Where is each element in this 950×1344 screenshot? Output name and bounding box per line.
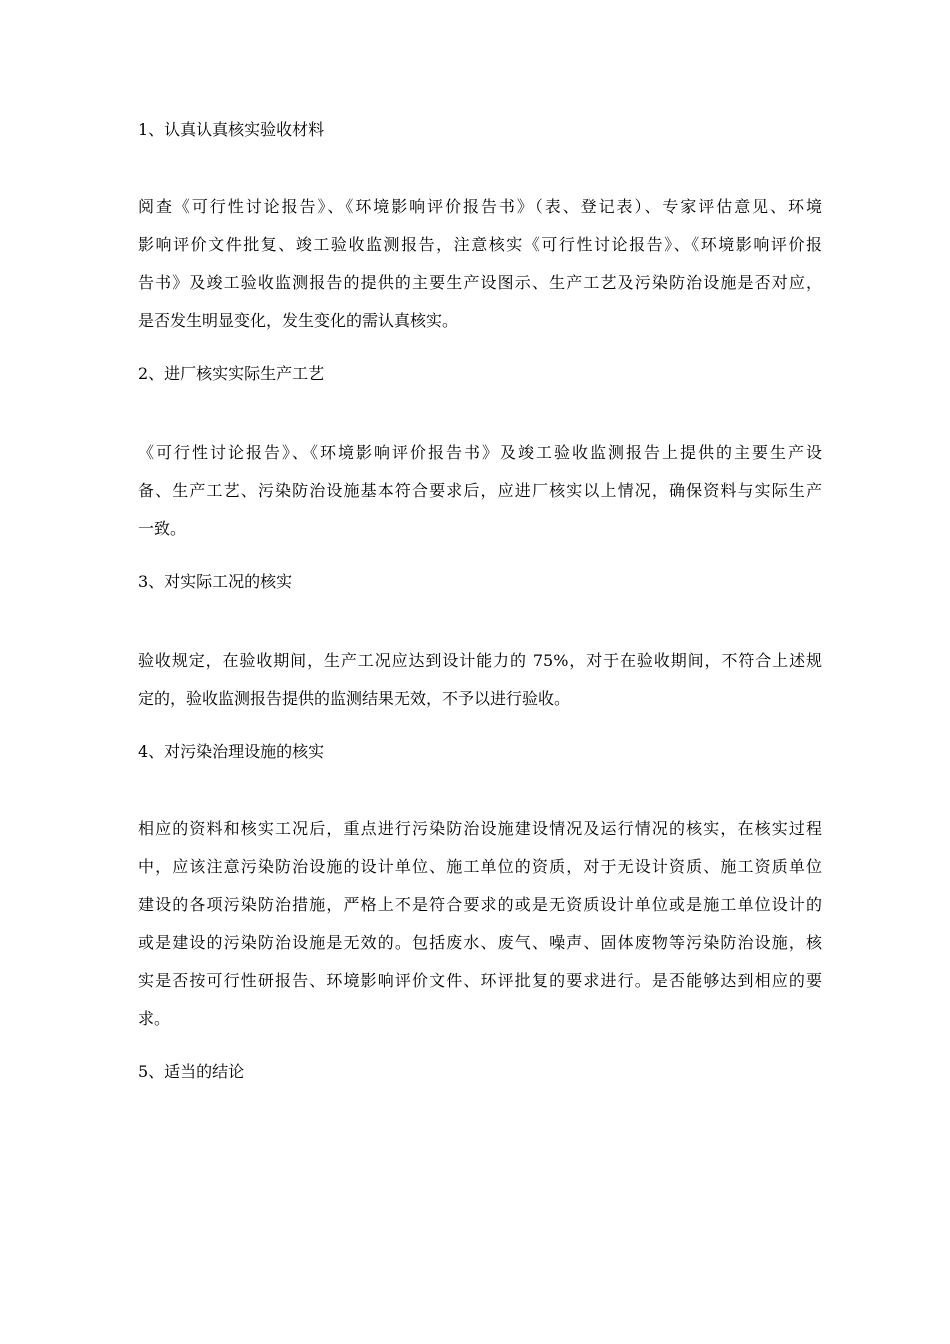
- paragraph-line: 阅查《可行性讨论报告》、《环境影响评价报告书》（表、登记表）、专家评估意见、环境: [138, 197, 822, 216]
- section-1-heading: 1、认真认真核实验收材料: [138, 120, 325, 139]
- paragraph-line: 备、生产工艺、污染防治设施基本符合要求后，应进厂核实以上情况，确保资料与实际生产: [138, 481, 822, 500]
- paragraph-line: 影响评价文件批复、竣工验收监测报告，注意核实《可行性讨论报告》、《环境影响评价报: [138, 235, 822, 254]
- section-1-paragraph: [138, 188, 822, 340]
- document-page: [138, 118, 822, 1084]
- paragraph-line: 中，应该注意污染防治设施的设计单位、施工单位的资质，对于无设计资质、施工资质单位: [138, 857, 822, 876]
- paragraph-line: 实是否按可行性研报告、环境影响评价文件、环评批复的要求进行。是否能够达到相应的要: [138, 971, 822, 990]
- section-3-heading: 3、对实际工况的核实: [138, 572, 293, 591]
- section-2-heading: 2、进厂核实实际生产工艺: [138, 364, 325, 383]
- paragraph-line: 定的，验收监测报告提供的监测结果无效，不予以进行验收。: [138, 689, 571, 708]
- section-4-heading: 4、对污染治理设施的核实: [138, 742, 325, 761]
- paragraph-line: 《可行性讨论报告》、《环境影响评价报告书》及竣工验收监测报告上提供的主要生产设: [138, 443, 822, 462]
- paragraph-line: 告书》及竣工验收监测报告的提供的主要生产设图示、生产工艺及污染防治设施是否对应，: [138, 273, 822, 292]
- paragraph-line: 相应的资料和核实工况后，重点进行污染防治设施建设情况及运行情况的核实，在核实过程: [138, 819, 822, 838]
- paragraph-line: 是否发生明显变化，发生变化的需认真核实。: [138, 311, 459, 330]
- section-4-paragraph: [138, 810, 822, 1038]
- paragraph-line: 建设的各项污染防治措施，严格上不是符合要求的或是无资质设计单位或是施工单位设计的: [138, 895, 822, 914]
- section-3-paragraph: [138, 642, 822, 718]
- paragraph-line: 求。: [138, 1009, 171, 1028]
- paragraph-line: 或是建设的污染防治设施是无效的。包括废水、废气、噪声、固体废物等污染防治设施，核: [138, 933, 822, 952]
- section-5-heading: 5、适当的结论: [138, 1062, 245, 1081]
- paragraph-line: 验收规定，在验收期间，生产工况应达到设计能力的 75%，对于在验收期间，不符合上述规: [138, 651, 822, 670]
- paragraph-line: 一致。: [138, 519, 187, 538]
- section-2-paragraph: [138, 434, 822, 548]
